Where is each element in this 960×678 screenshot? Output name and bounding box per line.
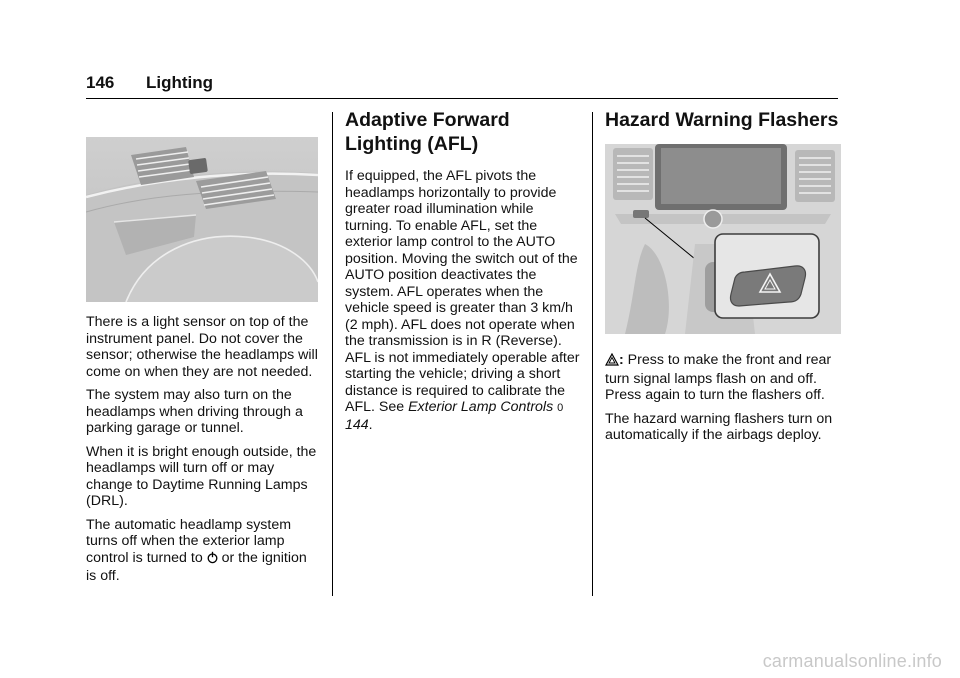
auto-off-paragraph: [86, 517, 318, 585]
column-divider-1: [332, 112, 333, 596]
end-punct: .: [368, 416, 373, 433]
column-3: [605, 110, 841, 451]
afl-paragraph: [345, 168, 581, 433]
column-2: [345, 110, 581, 440]
garage-paragraph: The system may also turn on the headlamps when driving through a parking garage or tunnel.: [86, 387, 303, 436]
hazard-console-drawing: [605, 144, 841, 334]
light-sensor-illustration: [86, 137, 318, 302]
hazard-label: :: [619, 352, 624, 368]
sensor-paragraph: There is a light sensor on top of the instrument panel. Do not cover the sensor; otherwise the headlamps will come on when they are not needed.: [86, 314, 318, 380]
power-off-icon: [207, 551, 218, 569]
afl-body: If equipped, the AFL pivots the headlamps horizontally to provide greater road illumination while turning. To enable AFL, set the exterior lamp control to the AUTO position. Moving the switch out of the AUTO position deactivates the system. AFL operates when the vehicle speed is greater than 3 km/h (2 mph). AFL does not operate when the transmission is in R (Reverse). AFL is not immediately operable after starting the vehicle; driving a short distance is required to calibrate the AFL. See: [345, 168, 580, 415]
bright-paragraph: When it is bright enough outside, the headlamps will turn off or may change to Daytime Running Lamps (DRL).: [86, 443, 317, 509]
page-reference-number[interactable]: 144: [345, 416, 369, 433]
hazard-press-paragraph: [605, 352, 841, 404]
column-divider-2: [592, 112, 593, 596]
page-reference-icon: 0: [557, 402, 564, 414]
dashboard-sensor-drawing: [86, 137, 318, 302]
afl-heading: Adaptive Forward Lighting (AFL): [345, 109, 510, 155]
auto-off-text-2: or the ignition is off.: [86, 549, 307, 584]
hazard-press-text: Press to make the front and rear turn signal lamps flash on and off. Press again to turn the flashers off.: [605, 352, 832, 403]
hazard-button-illustration: [605, 144, 841, 334]
header-rule: [86, 98, 838, 99]
hazard-auto-paragraph: The hazard warning flashers turn on automatically if the airbags deploy.: [605, 410, 833, 443]
exterior-lamp-controls-link[interactable]: Exterior Lamp Controls: [408, 399, 554, 415]
column-1: [86, 110, 318, 592]
section-title: Lighting: [146, 73, 214, 92]
page-number: 146: [86, 73, 115, 92]
hazard-triangle-icon: [605, 353, 619, 371]
hazard-heading: Hazard Warning Flashers: [605, 109, 839, 131]
watermark: carmanualsonline.info: [762, 651, 942, 671]
page-header: [86, 70, 838, 98]
auto-off-text-1: The automatic headlamp system turns off when the exterior lamp control is turned to: [86, 516, 292, 566]
